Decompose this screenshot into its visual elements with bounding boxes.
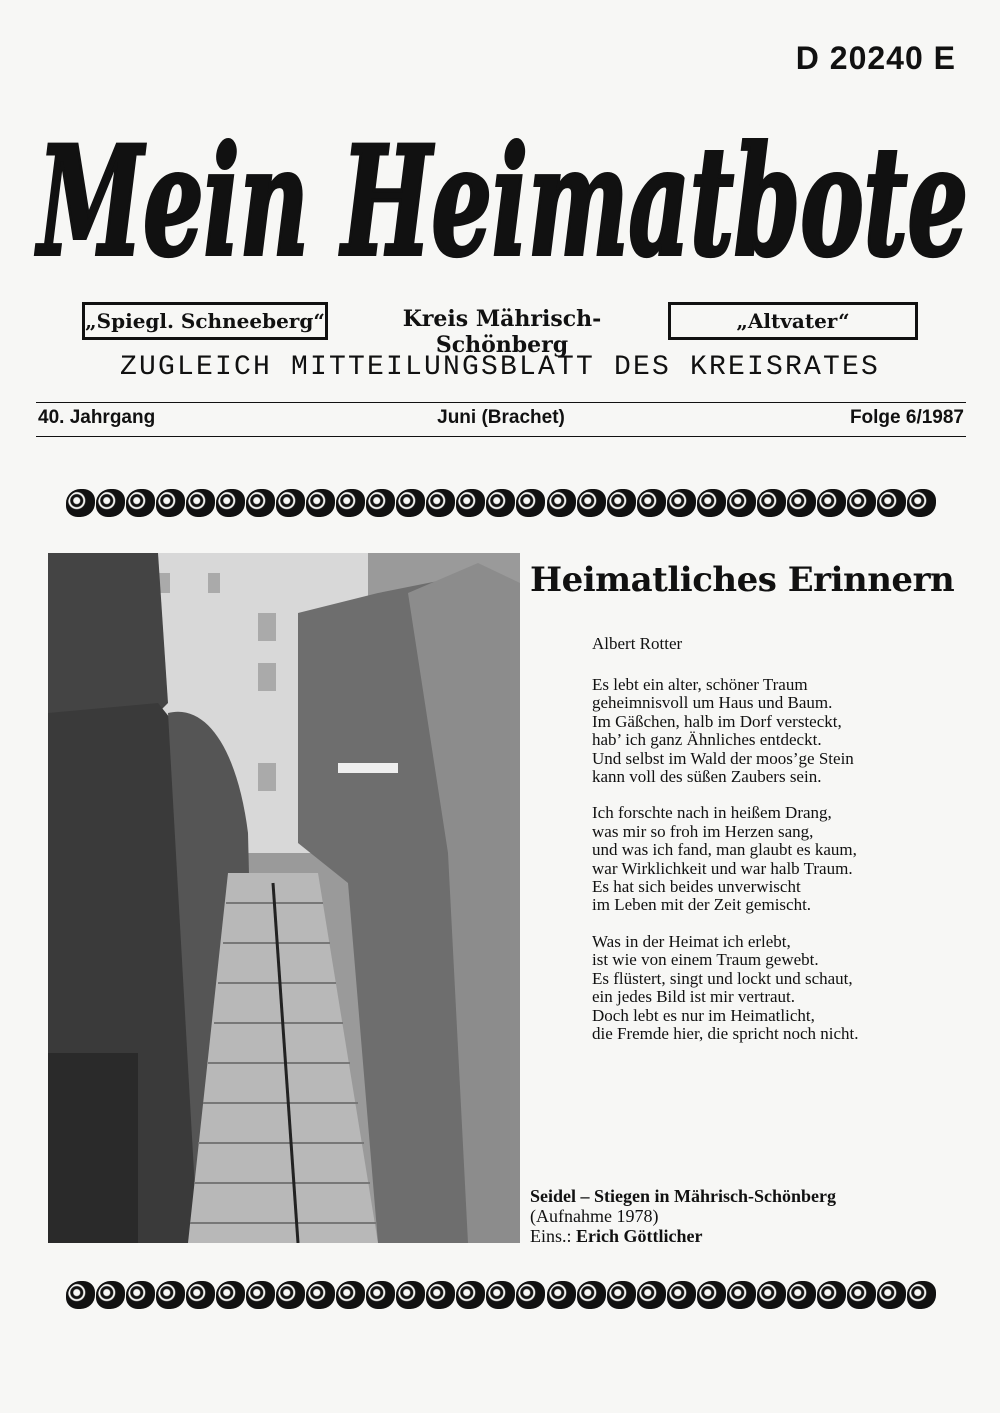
ornament-icon [336,489,365,517]
ornament-icon [396,1281,425,1309]
divider-bottom [36,436,966,437]
ornament-icon [426,489,455,517]
ornament-icon [186,1281,215,1309]
poem-line: hab’ ich ganz Ähnliches entdeckt. [592,730,822,750]
stairs-photo [48,553,520,1243]
ornament-icon [96,1281,125,1309]
ornament-icon [607,1281,636,1309]
caption-year: (Aufnahme 1978) [530,1206,659,1226]
poem-line: im Leben mit der Zeit gemischt. [592,895,812,915]
issue-line [38,407,964,433]
poem-line: ist wie von einem Traum gewebt. [592,950,819,970]
masthead-title [28,82,978,302]
ornament-icon [757,1281,786,1309]
ornament-icon [276,1281,305,1309]
ornament-icon [456,489,485,517]
poem-line: Ich forschte nach in heißem Drang, [592,803,832,823]
masthead-subrow [82,302,918,358]
caption-title: Seidel – Stiegen in Mährisch-Schönberg [530,1186,837,1206]
ornament-icon [727,489,756,517]
poem-line: die Fremde hier, die spricht noch nicht. [592,1023,859,1043]
masthead-subtitle: ZUGLEICH MITTEILUNGSBLATT DES KREISRATES [119,352,881,383]
ornament-icon [306,489,335,517]
ornament-icon [426,1281,455,1309]
ornament-icon [667,489,696,517]
poem-line: und was ich fand, man glaubt es kaum, [592,840,857,860]
region-box-left: „Spiegl. Schneeberg“ [82,302,328,340]
ornament-icon [486,489,515,517]
poem-line: geheimnisvoll um Haus und Baum. [592,693,833,713]
poem-line: ein jedes Bild ist mir vertraut. [592,987,796,1007]
divider-top [36,402,966,403]
photo-caption [530,1186,970,1246]
issue-volume: 40. Jahrgang [38,407,156,428]
ornament-icon [877,489,906,517]
ornament-icon [697,1281,726,1309]
ornament-icon [336,1281,365,1309]
poem-stanza [592,804,982,914]
masthead-title-text: Mein Heimatbote [34,114,968,290]
ornament-icon [516,1281,545,1309]
poem-line: Es flüstert, singt und lockt und schaut, [592,968,853,988]
ornament-icon [577,489,606,517]
poem-line: Was in der Heimat ich erlebt, [592,931,791,951]
ornament-icon [366,1281,395,1309]
poem-author: Albert Rotter [592,634,683,653]
poem-line: Im Gäßchen, halb im Dorf versteckt, [592,711,842,731]
ornament-icon [66,1281,95,1309]
ornament-icon [186,489,215,517]
district-label: Kreis Mährisch-Schönberg [402,306,602,358]
ornament-icon [396,489,425,517]
ornament-icon [306,1281,335,1309]
poem-title: Heimatliches Erinnern [530,560,955,600]
poem-line: was mir so froh im Herzen sang, [592,821,814,841]
ornament-icon [817,1281,846,1309]
ornament-icon [366,489,395,517]
ornament-icon [126,489,155,517]
caption-credit-name: Erich Göttlicher [576,1226,703,1246]
ornament-icon [877,1281,906,1309]
ornament-border-top [66,486,936,520]
ornament-icon [156,489,185,517]
poem-line: kann voll des süßen Zaubers sein. [592,767,822,787]
ornament-border-bottom [66,1278,936,1312]
poem-line: war Wirklichkeit und war halb Traum. [592,858,853,878]
ornament-icon [246,489,275,517]
ornament-icon [547,489,576,517]
poem-line: Es lebt ein alter, schöner Traum [592,675,808,694]
ornament-icon [787,489,816,517]
ornament-icon [246,1281,275,1309]
ornament-icon [667,1281,696,1309]
ornament-icon [697,489,726,517]
ornament-icon [757,489,786,517]
ornament-icon [847,489,876,517]
ornament-icon [156,1281,185,1309]
poem-body [592,676,982,1061]
ornament-icon [847,1281,876,1309]
ornament-icon [276,489,305,517]
ornament-icon [907,1281,936,1309]
region-box-right: „Altvater“ [668,302,918,340]
issue-number: Folge 6/1987 [849,407,964,428]
ornament-icon [727,1281,756,1309]
ornament-icon [637,1281,666,1309]
poem-stanza [592,676,982,786]
poem-line: Und selbst im Wald der moos’ge Stein [592,748,854,768]
ornament-icon [216,1281,245,1309]
ornament-icon [637,489,666,517]
ornament-icon [787,1281,816,1309]
poem-line: Es hat sich beides unverwischt [592,877,801,897]
poem-stanza [592,933,982,1043]
ornament-icon [216,489,245,517]
caption-credit-prefix: Eins.: [530,1226,577,1246]
ornament-icon [516,489,545,517]
ornament-icon [66,489,95,517]
ornament-icon [577,1281,606,1309]
ornament-icon [817,489,846,517]
ornament-icon [607,489,636,517]
publication-code: D 20240 E [795,40,956,76]
ornament-icon [907,489,936,517]
ornament-icon [456,1281,485,1309]
poem-line: Doch lebt es nur im Heimatlicht, [592,1005,815,1025]
ornament-icon [96,489,125,517]
issue-month: Juni (Brachet) [437,407,565,428]
ornament-icon [486,1281,515,1309]
ornament-icon [547,1281,576,1309]
ornament-icon [126,1281,155,1309]
